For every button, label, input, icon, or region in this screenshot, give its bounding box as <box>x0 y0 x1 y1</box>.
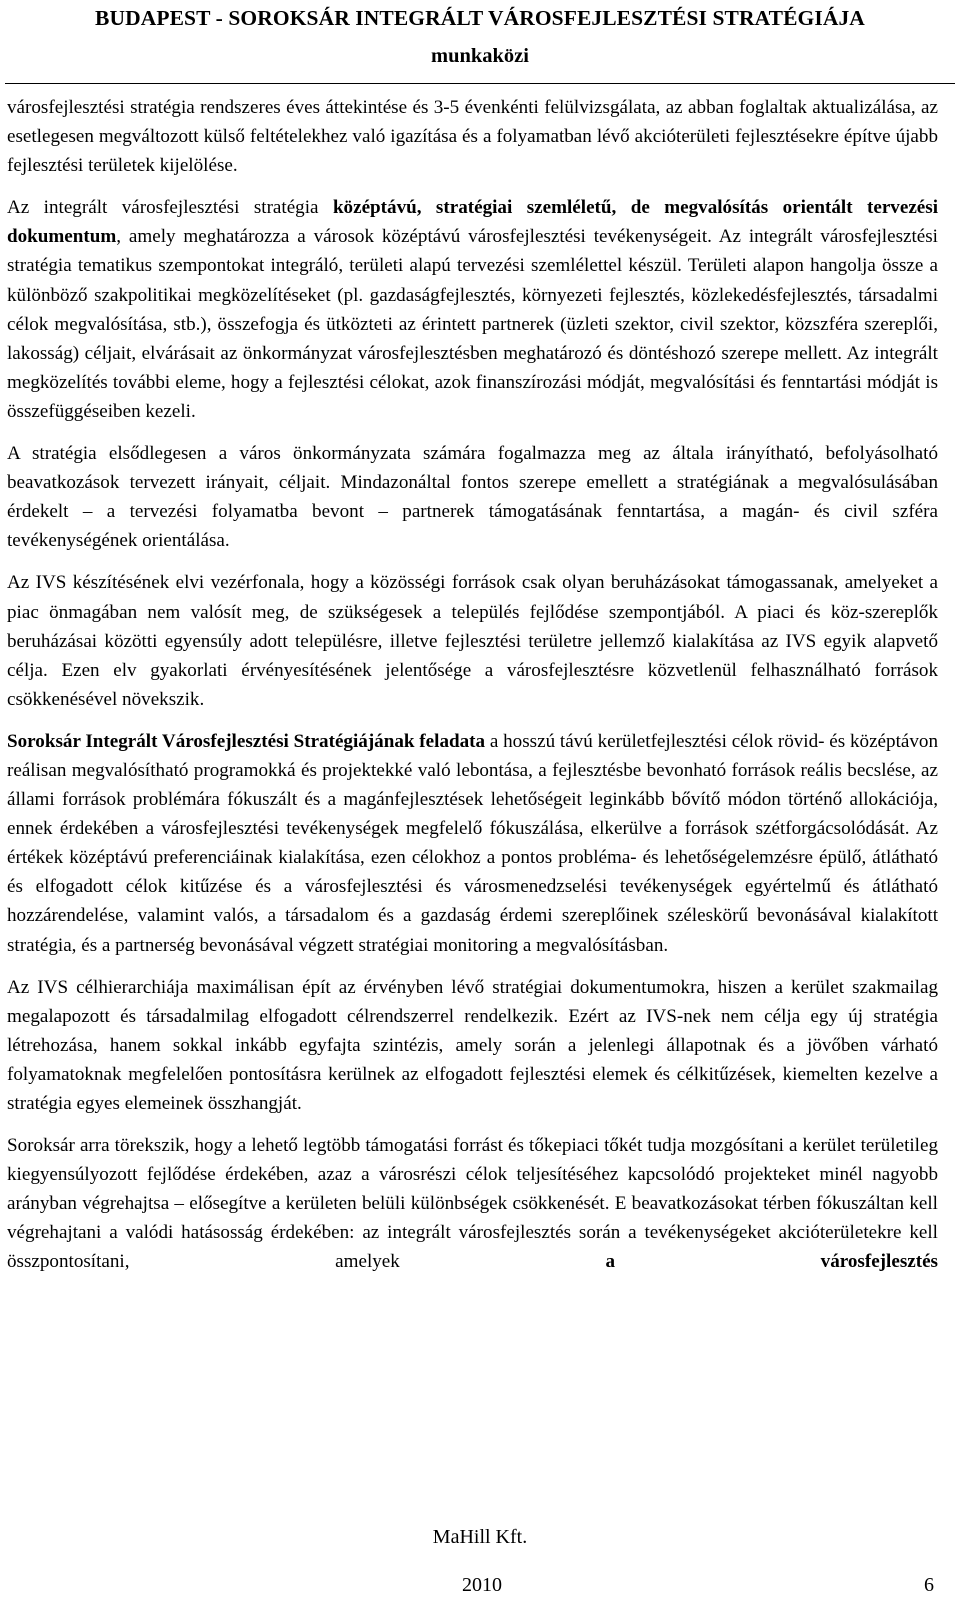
paragraph <box>7 1131 938 1276</box>
document-subtitle: munkaközi <box>431 45 529 67</box>
page-header <box>0 0 960 90</box>
text-run: Az IVS célhierarchiája maximálisan épít az érvényben lévő stratégiai dokumentumokra, hiszen a kerület szakmailag megalapozott és társadalmilag elfogadott célrendszerrel rendelkezik. Ezért az IVS-nek nem célja egy új stratégia létrehozása, hanem sokkal inkább egyfajta szintézis, amely során a jelenlegi állapotnak és a jövőben várható folyamatoknak megfelelően pontosításra kerülnek az elfogadott fejlesztési elemek és célkitűzések, kiemelten kezelve a stratégia egyes elemeinek összhangját. <box>7 976 938 1114</box>
paragraph <box>7 568 938 713</box>
text-run: városfejlesztési stratégia rendszeres éves áttekintése és 3-5 évenkénti felülvizsgálata, az abban foglaltak aktualizálása, az esetlegesen megváltozott külső feltételekhez való igazítása és a folyamatban lévő akcióterületi fejlesztésekre építve újabb fejlesztési területek kijelölése. <box>7 97 938 177</box>
footer-company: MaHill Kft. <box>432 1526 528 1548</box>
text-run: , amely meghatározza a városok középtávú városfejlesztési tevékenységeit. Az integrált városfejlesztési stratégia tematikus szempontokat integráló, területi alapú tervezési szemlélettel készül. Területi alapon hangolja össze a különböző szakpolitikai megközelítéseket (pl. gazdaságfejlesztés, környezeti fejlesztés, közlekedésfejlesztés, társadalmi célok megvalósítása, stb.), összefogja és ütközteti az érintett partnerek (üzleti szektor, civil szektor, közszféra szereplői, lakosság) céljait, elvárásait az önkormányzat városfejlesztésben meghatározó és döntéshozó szerepe mellett. Az integrált megközelítés további eleme, hogy a fejlesztési célokat, azok finanszírozási módját, megvalósítási és fenntartási módját is összefüggéseiben kezeli. <box>7 226 938 422</box>
paragraph <box>7 193 938 426</box>
bold-text-run: középtávú, stratégiai szemléletű, de megvalósítás orientált tervezési dokumentum <box>7 197 939 248</box>
text-run: A stratégia elsődlegesen a város önkormányzata számára fogalmazza meg az általa irányítható, befolyásolható beavatkozások tervezett irányait, céljait. Mindazonáltal fontos szerepe emellett a stratégiának a megvalósulásában érdekelt – a tervezési folyamatba bevont – partnerek támogatásának fenntartása, a magán- és civil szféra tevékenységének orientálása. <box>7 443 938 552</box>
header-divider <box>5 83 955 84</box>
text-run: a hosszú távú kerületfejlesztési célok rövid- és középtávon reálisan megvalósítható programokká és projektekké való lebontása, a fejlesztésbe bevonható források reális becslése, az állami források problémára fókuszált és a magánfejlesztések lehetőségeit leginkább bővítő módon történő allokációja, ennek érdekében a városfejlesztési tevékenységek megfelelő fókuszálása, elkerülve a források szétforgácsolódását. Az értékek középtávú preferenciáinak kialakítása, ezen célokhoz a pontos probléma- és lehetőségelemzésre épülő, átlátható és elfogadott célok kitűzése és a városfejlesztési és városmenedzselési tevékenységek egyértelmű és átlátható hozzárendelése, valamint valós, a társadalom és a gazdaság érdemi szereplőinek széleskörű bevonásával kialakított stratégia, és a partnerség bevonásával végzett stratégiai monitoring a megvalósításban. <box>7 730 939 956</box>
document-body <box>7 93 938 1290</box>
footer-year: 2010 <box>462 1574 502 1596</box>
text-run: Soroksár arra törekszik, hogy a lehető legtöbb támogatási forrást és tőkepiaci tőkét tudja mozgósítani a kerület területileg kiegyensúlyozott fejlődése érdekében, azaz a városrészi célok teljesítéséhez kapcsolódó projekteket minél nagyobb arányban végrehajtsa – elősegítve a kerületen belüli különbségek csökkenését. E beavatkozásokat térben fókuszáltan kell végrehajtani a valódi hatásosság érdekében: az integrált városfejlesztés során a tevékenységeket akcióterületekre kell összpontosítani, amelyek <box>7 1135 938 1273</box>
text-run: Az IVS készítésének elvi vezérfonala, hogy a közösségi források csak olyan beruházásokat támogassanak, amelyeket a piac önmagában nem valósít meg, de szükségesek a település fejlődése szempontjából. A piaci és köz-szereplők beruházásai közötti egyensúly adott településre, illetve fejlesztési területre jellemző kialakítása az IVS egyik alapvető célja. Ezen elv gyakorlati érvényesítésének jelentősége a városfejlesztésre közvetlenül felhasználható források csökkenésével növekszik. <box>7 572 938 710</box>
paragraph <box>7 93 938 180</box>
document-title: BUDAPEST - SOROKSÁR INTEGRÁLT VÁROSFEJLESZTÉSI STRATÉGIÁJA <box>95 6 865 30</box>
bold-text-run: Soroksár Integrált Városfejlesztési Stratégiájának feladata <box>7 730 486 752</box>
bold-text-run: a városfejlesztés <box>605 1251 938 1273</box>
paragraph <box>7 973 938 1118</box>
page-number: 6 <box>924 1574 934 1596</box>
paragraph <box>7 439 938 555</box>
text-run: Az integrált városfejlesztési stratégia <box>7 197 333 219</box>
paragraph <box>7 727 938 960</box>
